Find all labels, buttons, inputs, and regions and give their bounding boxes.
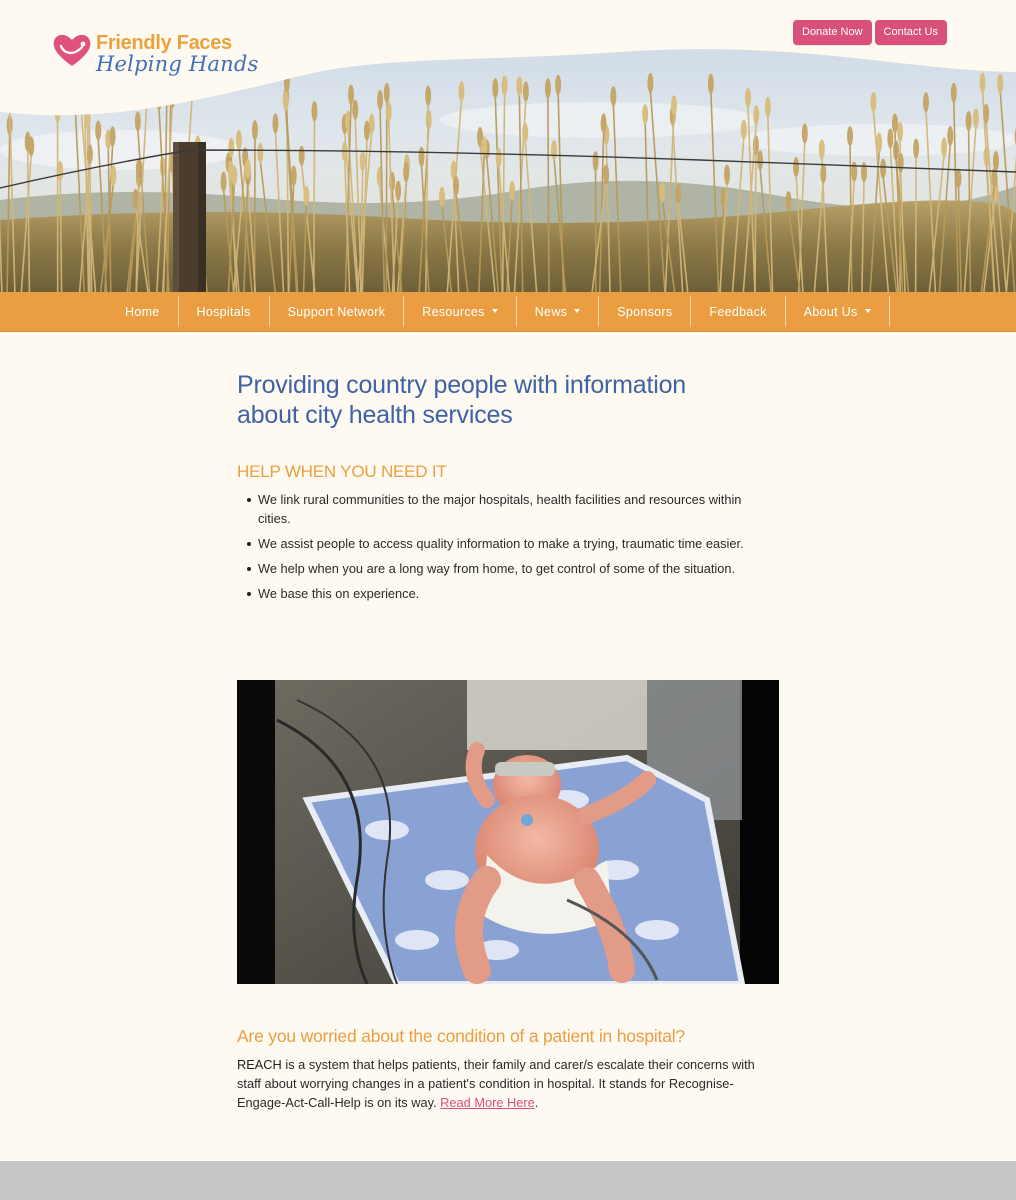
list-item: We assist people to access quality information to make a trying, traumatic time easier.	[258, 534, 779, 553]
nav-item-label: Feedback	[709, 304, 767, 319]
footer	[0, 1161, 1016, 1200]
reach-paragraph	[237, 1055, 779, 1112]
reach-acronym: REACH	[237, 1057, 282, 1072]
nav-list	[107, 296, 890, 327]
reach-section	[237, 1026, 779, 1112]
nav-item-feedback[interactable]	[691, 296, 785, 327]
nav-item-label: About Us	[803, 304, 858, 319]
nav-item-home[interactable]	[107, 296, 179, 327]
nav-item-sponsors[interactable]	[599, 296, 691, 327]
nav-item-about-us[interactable]	[786, 296, 890, 327]
nav-item-label: Sponsors	[617, 304, 673, 319]
nav-item-label: News	[534, 304, 568, 319]
nav-item-label: Home	[125, 304, 160, 319]
reach-trailing-punctuation: .	[534, 1095, 539, 1110]
nav-item-label: Hospitals	[196, 304, 251, 319]
nav-item-support-network[interactable]	[270, 296, 405, 327]
main-content	[237, 370, 779, 609]
logo-text-helping-hands: Helping Hands	[96, 52, 259, 76]
nav-item-hospitals[interactable]	[179, 296, 270, 327]
nav-item-resources[interactable]	[404, 296, 516, 327]
read-more-link[interactable]: Read More Here	[440, 1095, 535, 1110]
main-navigation	[0, 292, 1016, 332]
logo-text-friendly-faces: Friendly Faces	[96, 32, 232, 54]
page-title: Providing country people with information about city health services	[237, 371, 686, 429]
help-bullet-list	[237, 490, 779, 603]
nav-item-news[interactable]	[517, 296, 599, 327]
section-heading: HELP WHEN YOU NEED IT	[237, 462, 447, 481]
list-item: We base this on experience.	[258, 584, 779, 603]
photo-image	[237, 680, 779, 984]
list-item: We help when you are a long way from home, to get control of some of the situation.	[258, 559, 779, 578]
reach-heading: Are you worried about the condition of a patient in hospital?	[237, 1026, 685, 1046]
caret-down-icon	[492, 309, 498, 313]
caret-down-icon	[574, 309, 580, 313]
nav-item-label: Resources	[422, 304, 485, 319]
nav-item-label: Support Network	[287, 304, 386, 319]
list-item: We link rural communities to the major hospitals, health facilities and resources within cities.	[258, 490, 779, 528]
baby-in-hospital-photo	[237, 680, 779, 984]
reach-description: is a system that helps patients, their family and carer/s escalate their concerns with staff about worrying changes in a patient's condition in hospital. It stands for Recognise-Engage-Act-Call-Help is on its way.	[237, 1057, 755, 1110]
site-logo[interactable]	[52, 30, 259, 86]
donate-now-button[interactable]: Donate Now	[793, 20, 872, 45]
hero-banner	[0, 0, 1016, 292]
contact-us-button[interactable]: Contact Us	[875, 20, 947, 45]
heart-hands-icon	[52, 32, 92, 68]
header-actions	[793, 20, 947, 45]
caret-down-icon	[865, 309, 871, 313]
